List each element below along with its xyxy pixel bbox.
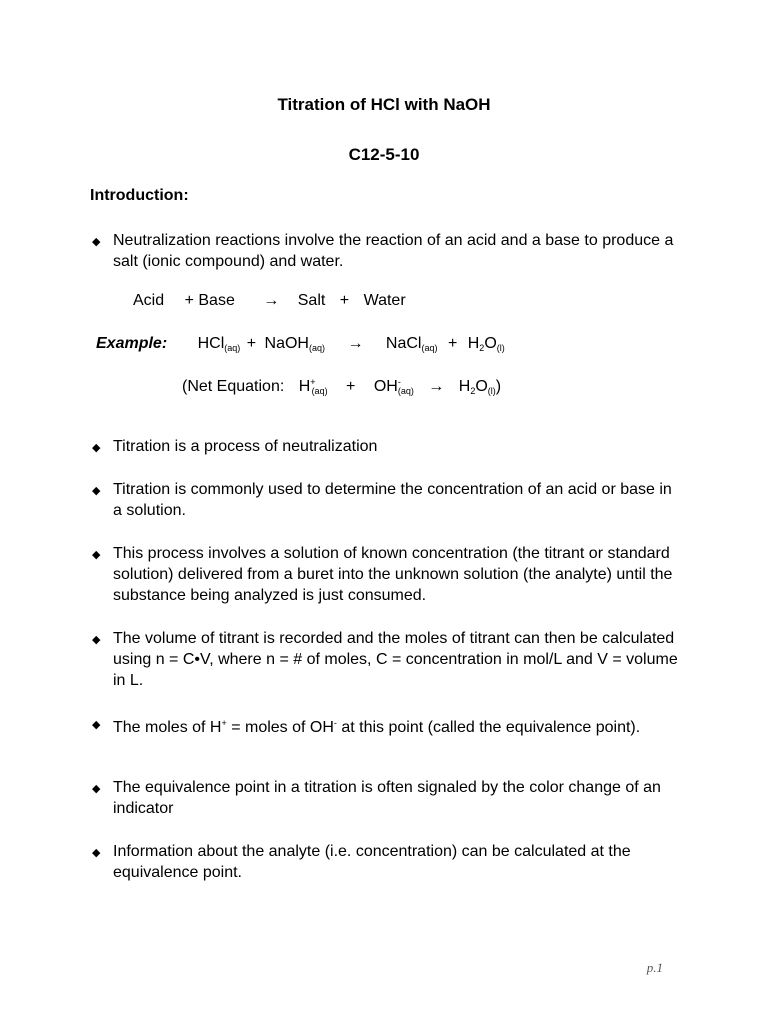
eq-arrow-icon: →: [263, 292, 280, 309]
net-eq-close: ): [495, 378, 502, 395]
ion-oh-minus: $OH^-_{(aq)}$: [373, 377, 414, 396]
example-label: Example:: [96, 335, 168, 352]
bullet-text: This process involves a solution of known concentration (the titrant or standard solution) delivered from a buret into the unknown solution (the analyte) until the substance being analyzed is just consumed.: [113, 545, 673, 604]
eq-arrow-icon: →: [347, 335, 364, 352]
bullet-icon: ◆: [92, 719, 101, 731]
example-equation: [96, 335, 505, 353]
document-code: C12-5-10: [348, 145, 420, 164]
eq-water: Water: [363, 292, 406, 309]
bullet-text-equivalence: The moles of H+ = moles of OH- at this point (called the equivalence point).: [113, 718, 641, 736]
document-title: Titration of HCl with NaOH: [277, 95, 491, 114]
bullet-icon: ◆: [92, 783, 101, 795]
bullet-text: The equivalence point in a titration is often signaled by the color change of an indicator: [113, 779, 661, 817]
bullet-text: Information about the analyte (i.e. concentration) can be calculated at the equivalence point.: [113, 843, 631, 881]
formula-hcl: HCl$_{(aq)}$: [197, 335, 241, 353]
bullet-text: The volume of titrant is recorded and the moles of titrant can then be calculated using n = C•V, where n = # of moles, C = concentration in mol/L and V = volume in L.: [113, 630, 678, 689]
section-heading: Introduction:: [90, 187, 189, 204]
bullet-text: Neutralization reactions involve the reaction of an acid and a base to produce a salt (ionic compound) and water.: [113, 232, 674, 270]
page-number: p.1: [646, 960, 663, 975]
eq-salt: Salt: [297, 292, 326, 309]
bullet-icon: ◆: [92, 549, 101, 561]
bullet-icon: ◆: [92, 442, 101, 454]
eq-plus: +: [339, 292, 350, 309]
formula-water: $H_2O_{(l)}$: [467, 335, 505, 353]
bullet-icon: ◆: [92, 236, 101, 248]
bullet-icon: ◆: [92, 847, 101, 859]
bullet-icon: ◆: [92, 485, 101, 497]
bullet-text: Titration is a process of neutralization: [113, 438, 378, 455]
formula-naoh: NaOH$_{(aq)}$: [264, 335, 325, 353]
eq-acid: Acid: [133, 292, 165, 309]
eq-plus-base: + Base: [184, 292, 235, 309]
eq-arrow-icon: →: [428, 378, 445, 395]
eq-plus: +: [447, 335, 458, 352]
general-equation: [133, 292, 406, 310]
net-eq-open: (Net Equation:: [182, 378, 285, 395]
eq-plus: +: [346, 378, 356, 395]
formula-water: $H_2O_{(l)}$: [458, 378, 496, 396]
bullet-text: Titration is commonly used to determine the concentration of an acid or base in a solution.: [113, 481, 672, 519]
net-equation: [182, 377, 501, 396]
bullet-icon: ◆: [92, 634, 101, 646]
eq-plus: +: [246, 335, 257, 352]
ion-h-plus: $H^+_{(aq)}$: [298, 377, 328, 396]
formula-nacl: NaCl$_{(aq)}$: [385, 335, 438, 353]
